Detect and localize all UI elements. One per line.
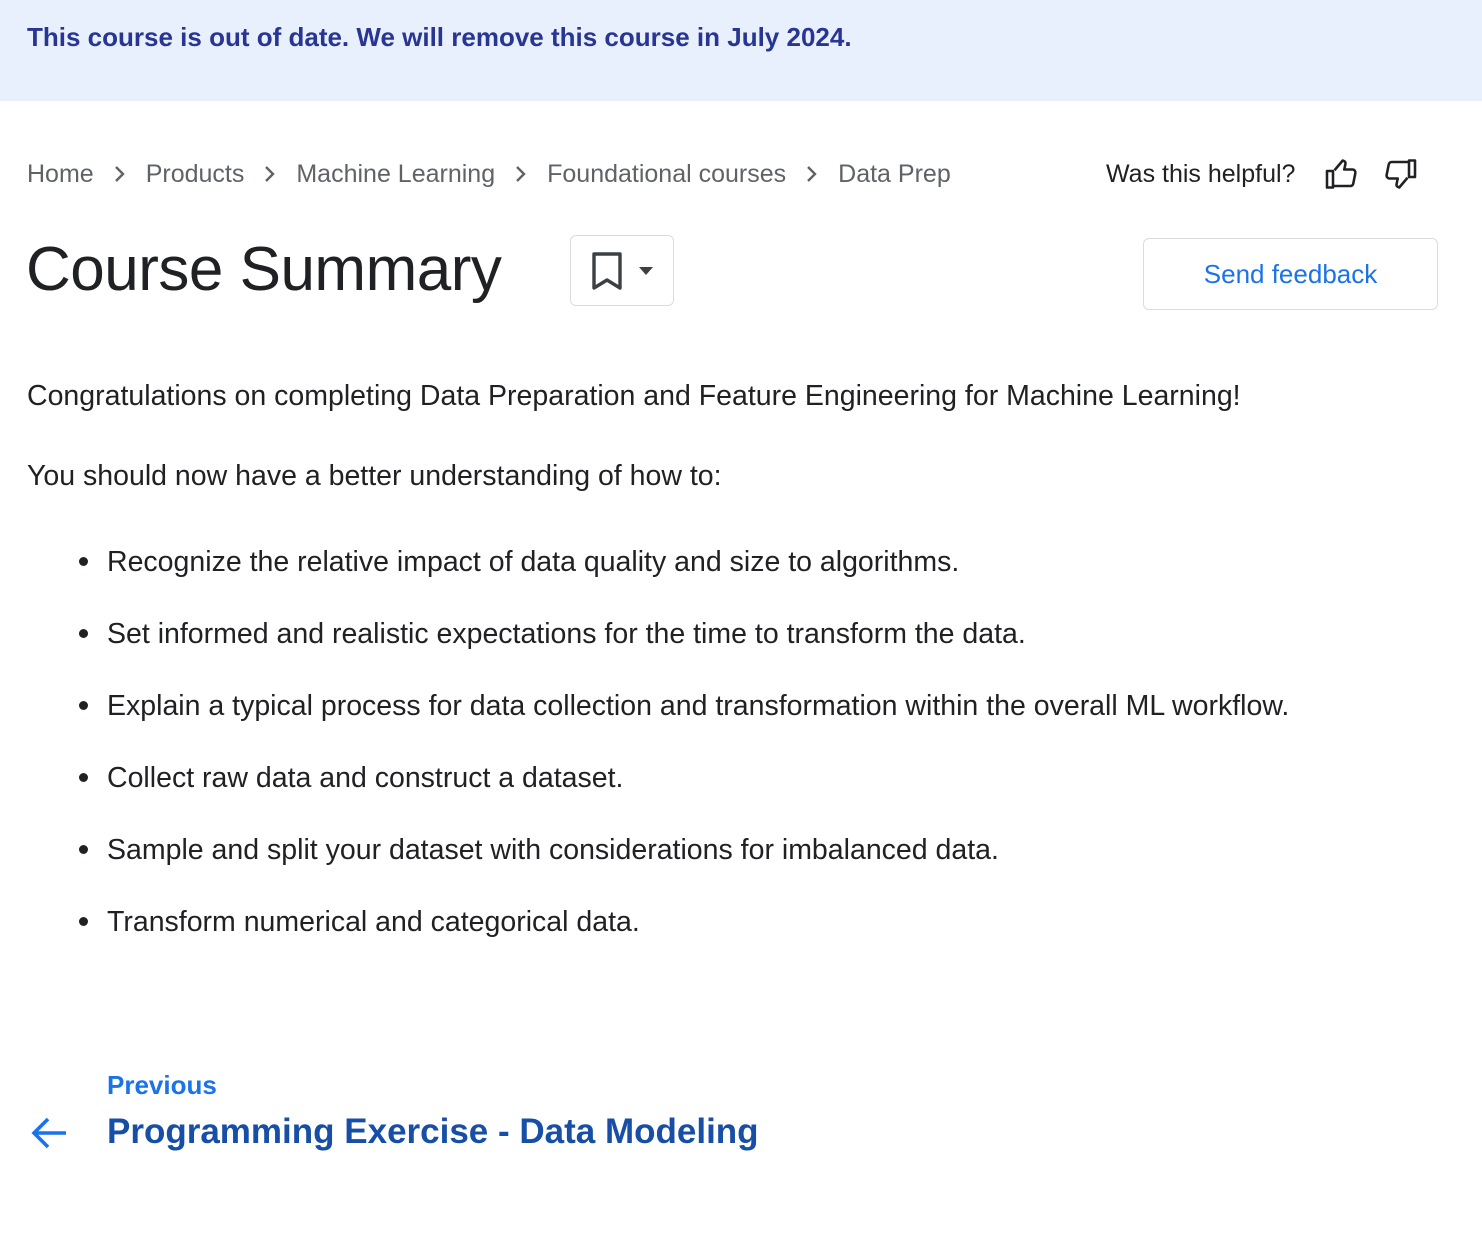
chevron-right-icon [244,158,296,190]
list-item: Set informed and realistic expectations for the time to transform the data. [107,610,1367,658]
banner-text: This course is out of date. We will remove this course in July 2024. [27,22,852,52]
list-item: Collect raw data and construct a dataset. [107,754,1367,802]
thumb-up-icon[interactable] [1322,154,1362,194]
caret-down-icon [638,266,654,276]
chevron-right-icon [786,158,838,190]
breadcrumb-machine-learning[interactable]: Machine Learning [296,159,496,188]
intro-text: Congratulations on completing Data Preparation and Feature Engineering for Machine Learning! [27,380,1241,412]
thumb-down-icon[interactable] [1380,154,1420,194]
list-item: Explain a typical process for data collection and transformation within the overall ML workflow. [107,682,1367,730]
previous-label: Previous [107,1070,217,1100]
bookmark-button[interactable] [570,235,674,306]
breadcrumb-home[interactable]: Home [27,159,94,188]
list-item: Transform numerical and categorical data. [107,898,1367,946]
learning-outcomes-list [107,538,1367,970]
page-title: Course Summary [26,235,502,304]
bookmark-icon [590,251,624,291]
breadcrumb-data-prep[interactable]: Data Prep [838,159,951,188]
breadcrumb-foundational-courses[interactable]: Foundational courses [547,159,787,188]
lead-text: You should now have a better understanding of how to: [27,460,722,492]
previous-title: Programming Exercise - Data Modeling [107,1112,759,1151]
list-item: Sample and split your dataset with considerations for imbalanced data. [107,826,1367,874]
breadcrumb-products[interactable]: Products [145,159,245,188]
arrow-left-icon [30,1115,70,1151]
chevron-right-icon [94,158,146,190]
previous-page-link[interactable] [30,1068,790,1168]
list-item: Recognize the relative impact of data quality and size to algorithms. [107,538,1367,586]
helpful-question: Was this helpful? [1106,159,1296,188]
breadcrumb [27,158,951,190]
deprecation-banner [0,0,1482,101]
chevron-right-icon [495,158,547,190]
send-feedback-button[interactable]: Send feedback [1143,238,1438,310]
helpful-widget [1106,155,1420,193]
